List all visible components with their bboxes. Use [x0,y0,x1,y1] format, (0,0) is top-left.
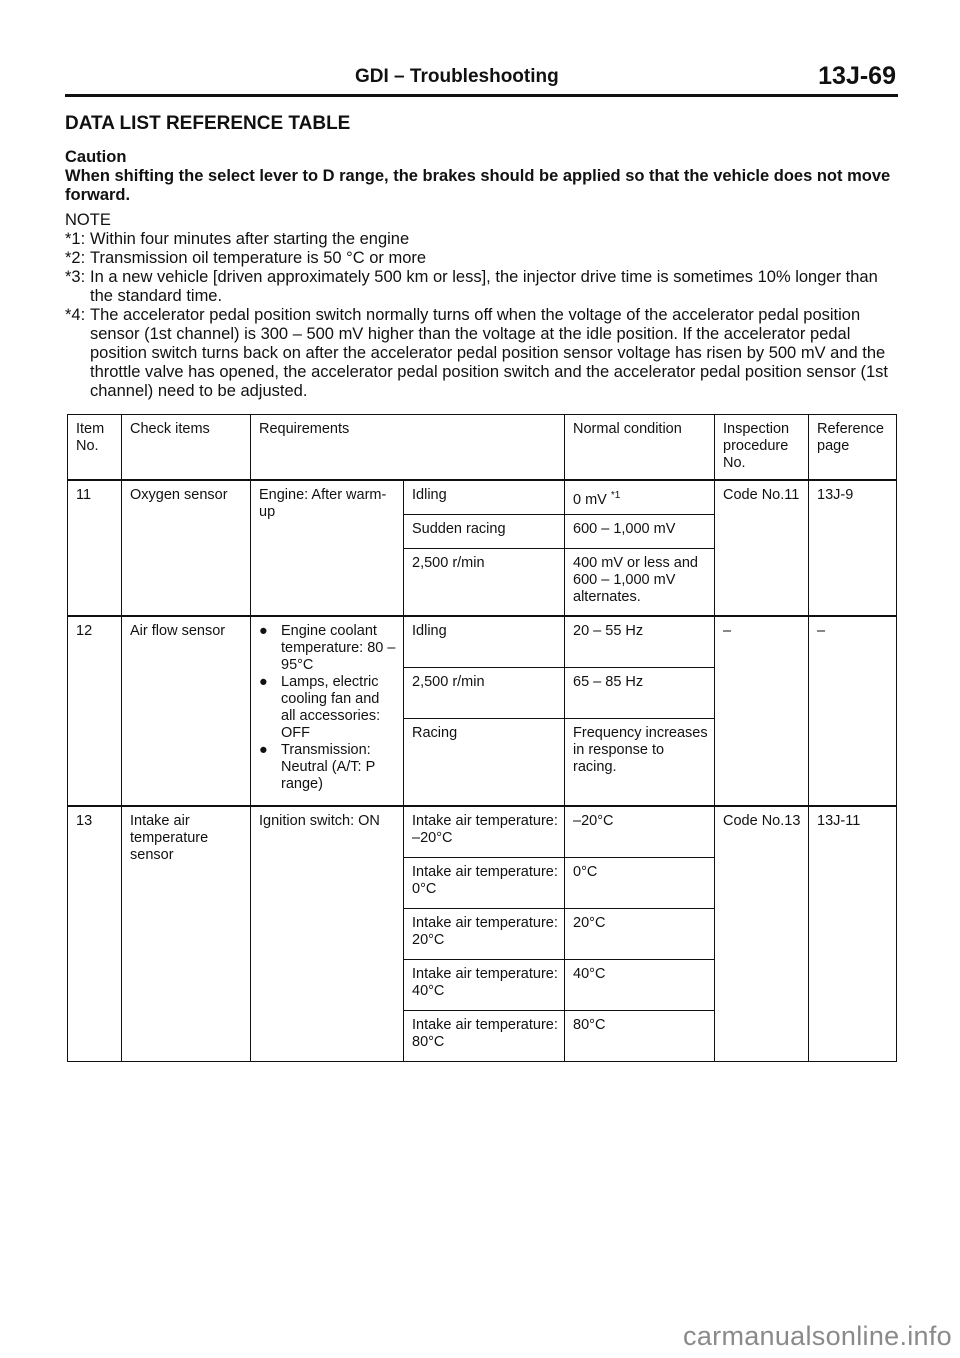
condition: Intake air temperature: 80°C [404,1011,565,1062]
condition: Intake air temperature: –20°C [404,806,565,858]
condition: Sudden racing [404,515,565,549]
watermark: carmanualsonline.info [683,1321,952,1351]
data-list-table [67,414,897,1062]
requirement-bullet: ● Lamps, electric cooling fan and all accessories: OFF [259,674,381,741]
normal-condition: Frequency increases in response to racing. [565,719,715,807]
requirement: Engine: After warm-up [251,480,404,616]
inspection-procedure: Code No.13 [715,806,809,1062]
header-normal-condition: Normal condition [565,415,715,481]
page-header [65,62,898,97]
table-header-row [68,415,897,481]
condition: Intake air temperature: 20°C [404,909,565,960]
header-check-items: Check items [122,415,251,481]
note-label: NOTE [65,211,111,229]
normal-condition: 600 – 1,000 mV [565,515,715,549]
inspection-procedure: – [715,616,809,806]
condition: 2,500 r/min [404,549,565,617]
requirement-bullet: ● Transmission: Neutral (A/T: P range) [259,742,376,792]
page-number: 13J-69 [818,62,896,90]
reference-page: 13J-9 [809,480,897,616]
requirement-list [251,616,404,806]
document-title: DATA LIST REFERENCE TABLE [65,113,351,134]
inspection-procedure: Code No.11 [715,480,809,616]
check-item: Air flow sensor [122,616,251,806]
requirement-bullet: ● Engine coolant temperature: 80 – 95°C [259,623,396,673]
normal-condition: 20°C [565,909,715,960]
item-no: 13 [68,806,122,1062]
table-row [68,806,897,858]
caution-label: Caution [65,148,127,166]
caution-text: When shifting the select lever to D range, the brakes should be applied so that the vehicle does not move forward. [65,167,891,204]
header-title: GDI – Troubleshooting [355,66,559,87]
condition: Idling [404,616,565,668]
condition: 2,500 r/min [404,668,565,719]
header-item-no: Item No. [68,415,122,481]
condition: Idling [404,480,565,515]
item-no: 11 [68,480,122,616]
note-mark: *4: [65,306,86,324]
table-row [68,480,897,515]
condition: Intake air temperature: 40°C [404,960,565,1011]
check-item: Oxygen sensor [122,480,251,616]
note-item: *1: Within four minutes after starting the engine [65,230,410,248]
header-inspection-procedure: Inspection procedure No. [715,415,809,481]
item-no: 12 [68,616,122,806]
note-block [65,211,900,401]
note-item: *2: Transmission oil temperature is 50 °C or more [65,249,427,267]
note-item: *3: In a new vehicle [driven approximately 500 km or less], the injector drive time is sometimes 10% longer than the standard time. [65,268,878,305]
reference-page: – [809,616,897,806]
header-requirements: Requirements [251,415,565,481]
note-mark: *3: [65,268,86,286]
condition: Racing [404,719,565,807]
check-item: Intake air temperature sensor [122,806,251,1062]
table-row [68,616,897,668]
note-mark: *1: [65,230,86,248]
note-item: *4: The accelerator pedal position switch normally turns off when the voltage of the accelerator pedal position sensor (1st channel) is 300 – 500 mV higher than the voltage at the idle position. If the accelerator pedal position switch turns back on after the accelerator pedal position sensor voltage has risen by 500 mV and the throttle valve has opened, the accelerator pedal position switch and the accelerator pedal position sensor (1st channel) need to be adjusted. [65,306,888,400]
normal-condition: 65 – 85 Hz [565,668,715,719]
normal-condition: 0 mV $^{*1}$ [565,480,715,515]
condition: Intake air temperature: 0°C [404,858,565,909]
note-mark: *2: [65,249,86,267]
normal-condition: –20°C [565,806,715,858]
header-reference-page: Reference page [809,415,897,481]
normal-condition: 0°C [565,858,715,909]
caution-block [65,148,900,205]
reference-page: 13J-11 [809,806,897,1062]
normal-condition: 20 – 55 Hz [565,616,715,668]
requirement: Ignition switch: ON [251,806,404,1062]
normal-condition: 80°C [565,1011,715,1062]
normal-condition: 40°C [565,960,715,1011]
normal-condition: 400 mV or less and 600 – 1,000 mV alternates. [565,549,715,617]
